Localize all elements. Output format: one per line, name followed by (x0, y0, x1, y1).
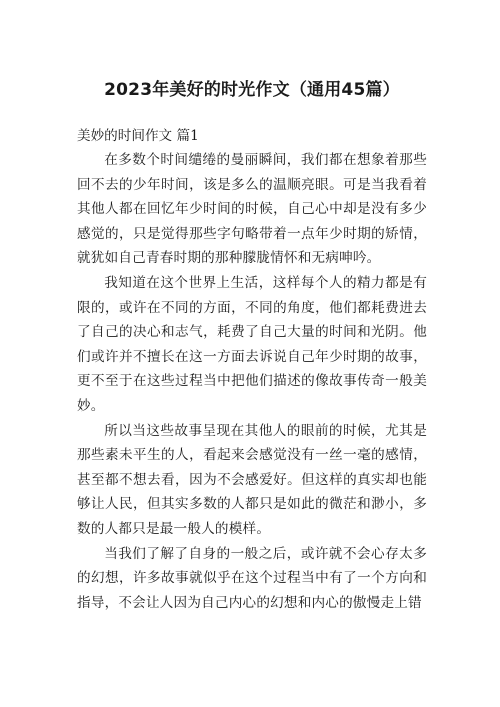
paragraph: 当我们了解了自身的一般之后，或许就不会心存太多的幻想，许多故事就似乎在这个过程当中有了一个方向和指导，不会让人因为自己内心的幻想和内心的傲慢走上错 (77, 545, 427, 611)
paragraph: 我知道在这个世界上生活，这样每个人的精力都是有限的，或许在不同的方面，不同的角度，他们都耗费进去了自己的决心和志气，耗费了自己大量的时间和光阴。他们或许并不擅长在这一方面去诉说自己年少时期的故事，更不至于在这些过程当中把他们描述的像故事传奇一般美妙。 (77, 274, 427, 414)
section-title: 美妙的时间作文 篇1 (77, 128, 199, 144)
document-title: 2023年美好的时光作文（通用45篇） (104, 80, 400, 100)
paragraph: 在多数个时间缱绻的曼丽瞬间，我们都在想象着那些回不去的少年时间，该是多么的温顺亮眼。可是当我看着其他人都在回忆年少时间的时候，自己心中却是没有多少感觉的，只是觉得那些字句略带着一点年少时期的矫情，就犹如自己青春时期的那种朦胧情怀和无病呻吟。 (77, 152, 427, 267)
paragraph: 所以当这些故事呈现在其他人的眼前的时候，尤其是那些素未平生的人，看起来会感觉没有一丝一毫的感情，甚至都不想去看，因为不会感爱好。但这样的真实却也能够让人民，但其实多数的人都只是如此的微茫和渺小，多数的人都只是最一般人的模样。 (77, 422, 427, 537)
